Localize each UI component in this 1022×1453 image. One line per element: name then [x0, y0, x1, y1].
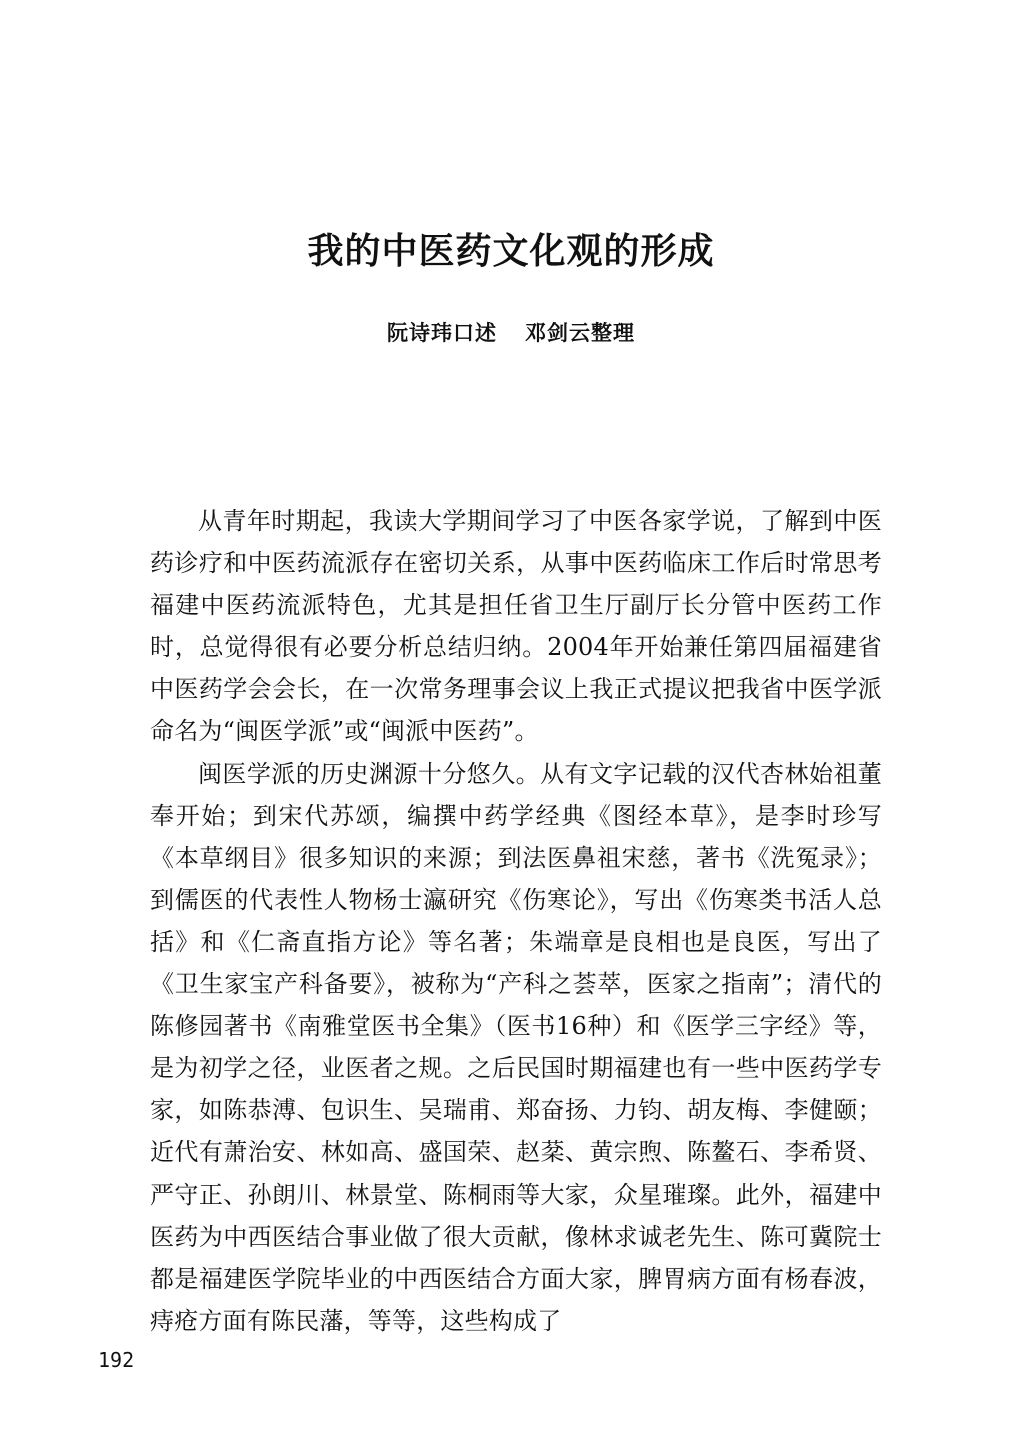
paragraph-1: 从青年时期起，我读大学期间学习了中医各家学说，了解到中医药诊疗和中医药流派存在密切关系，从事中医药临床工作后时常思考福建中医药流派特色，尤其是担任省卫生厅副厅长分管中医药工作时，总觉得很有必要分析总结归纳。2004年开始兼任第四届福建省中医药学会会长，在一次常务理事会议上我正式提议把我省中医学派命名为“闽医学派”或“闽派中医药”。: [150, 507, 882, 746]
page-number: 192: [98, 1348, 135, 1372]
byline-narrator: 阮诗玮口述: [387, 320, 497, 345]
article-body: [150, 500, 882, 1342]
paragraph-2: 闽医学派的历史渊源十分悠久。从有文字记载的汉代杏林始祖董奉开始；到宋代苏颂，编撰中药学经典《图经本草》，是李时珍写《本草纲目》很多知识的来源；到法医鼻祖宋慈，著书《洗冤录》；到儒医的代表性人物杨士瀛研究《伤寒论》，写出《伤寒类书活人总括》和《仁斋直指方论》等名著；朱端章是良相也是良医，写出了《卫生家宝产科备要》，被称为“产科之荟萃，医家之指南”；清代的陈修园著书《南雅堂医书全集》（医书16种）和《医学三字经》等，是为初学之径，业医者之规。之后民国时期福建也有一些中医药学专家，如陈恭溥、包识生、吴瑞甫、郑奋扬、力钧、胡友梅、李健颐；近代有萧治安、林如高、盛国荣、赵棻、黄宗煦、陈鳌石、李希贤、严守正、孙朗川、林景堂、陈桐雨等大家，众星璀璨。此外，福建中医药为中西医结合事业做了很大贡献，像林求诚老先生、陈可冀院士都是福建医学院毕业的中西医结合方面大家，脾胃病方面有杨春波，痔疮方面有陈民藩，等等，这些构成了: [150, 759, 882, 1335]
byline-editor: 邓剑云整理: [525, 320, 635, 345]
byline: [0, 316, 1022, 350]
article-title: 我的中医药文化观的形成: [307, 230, 715, 272]
